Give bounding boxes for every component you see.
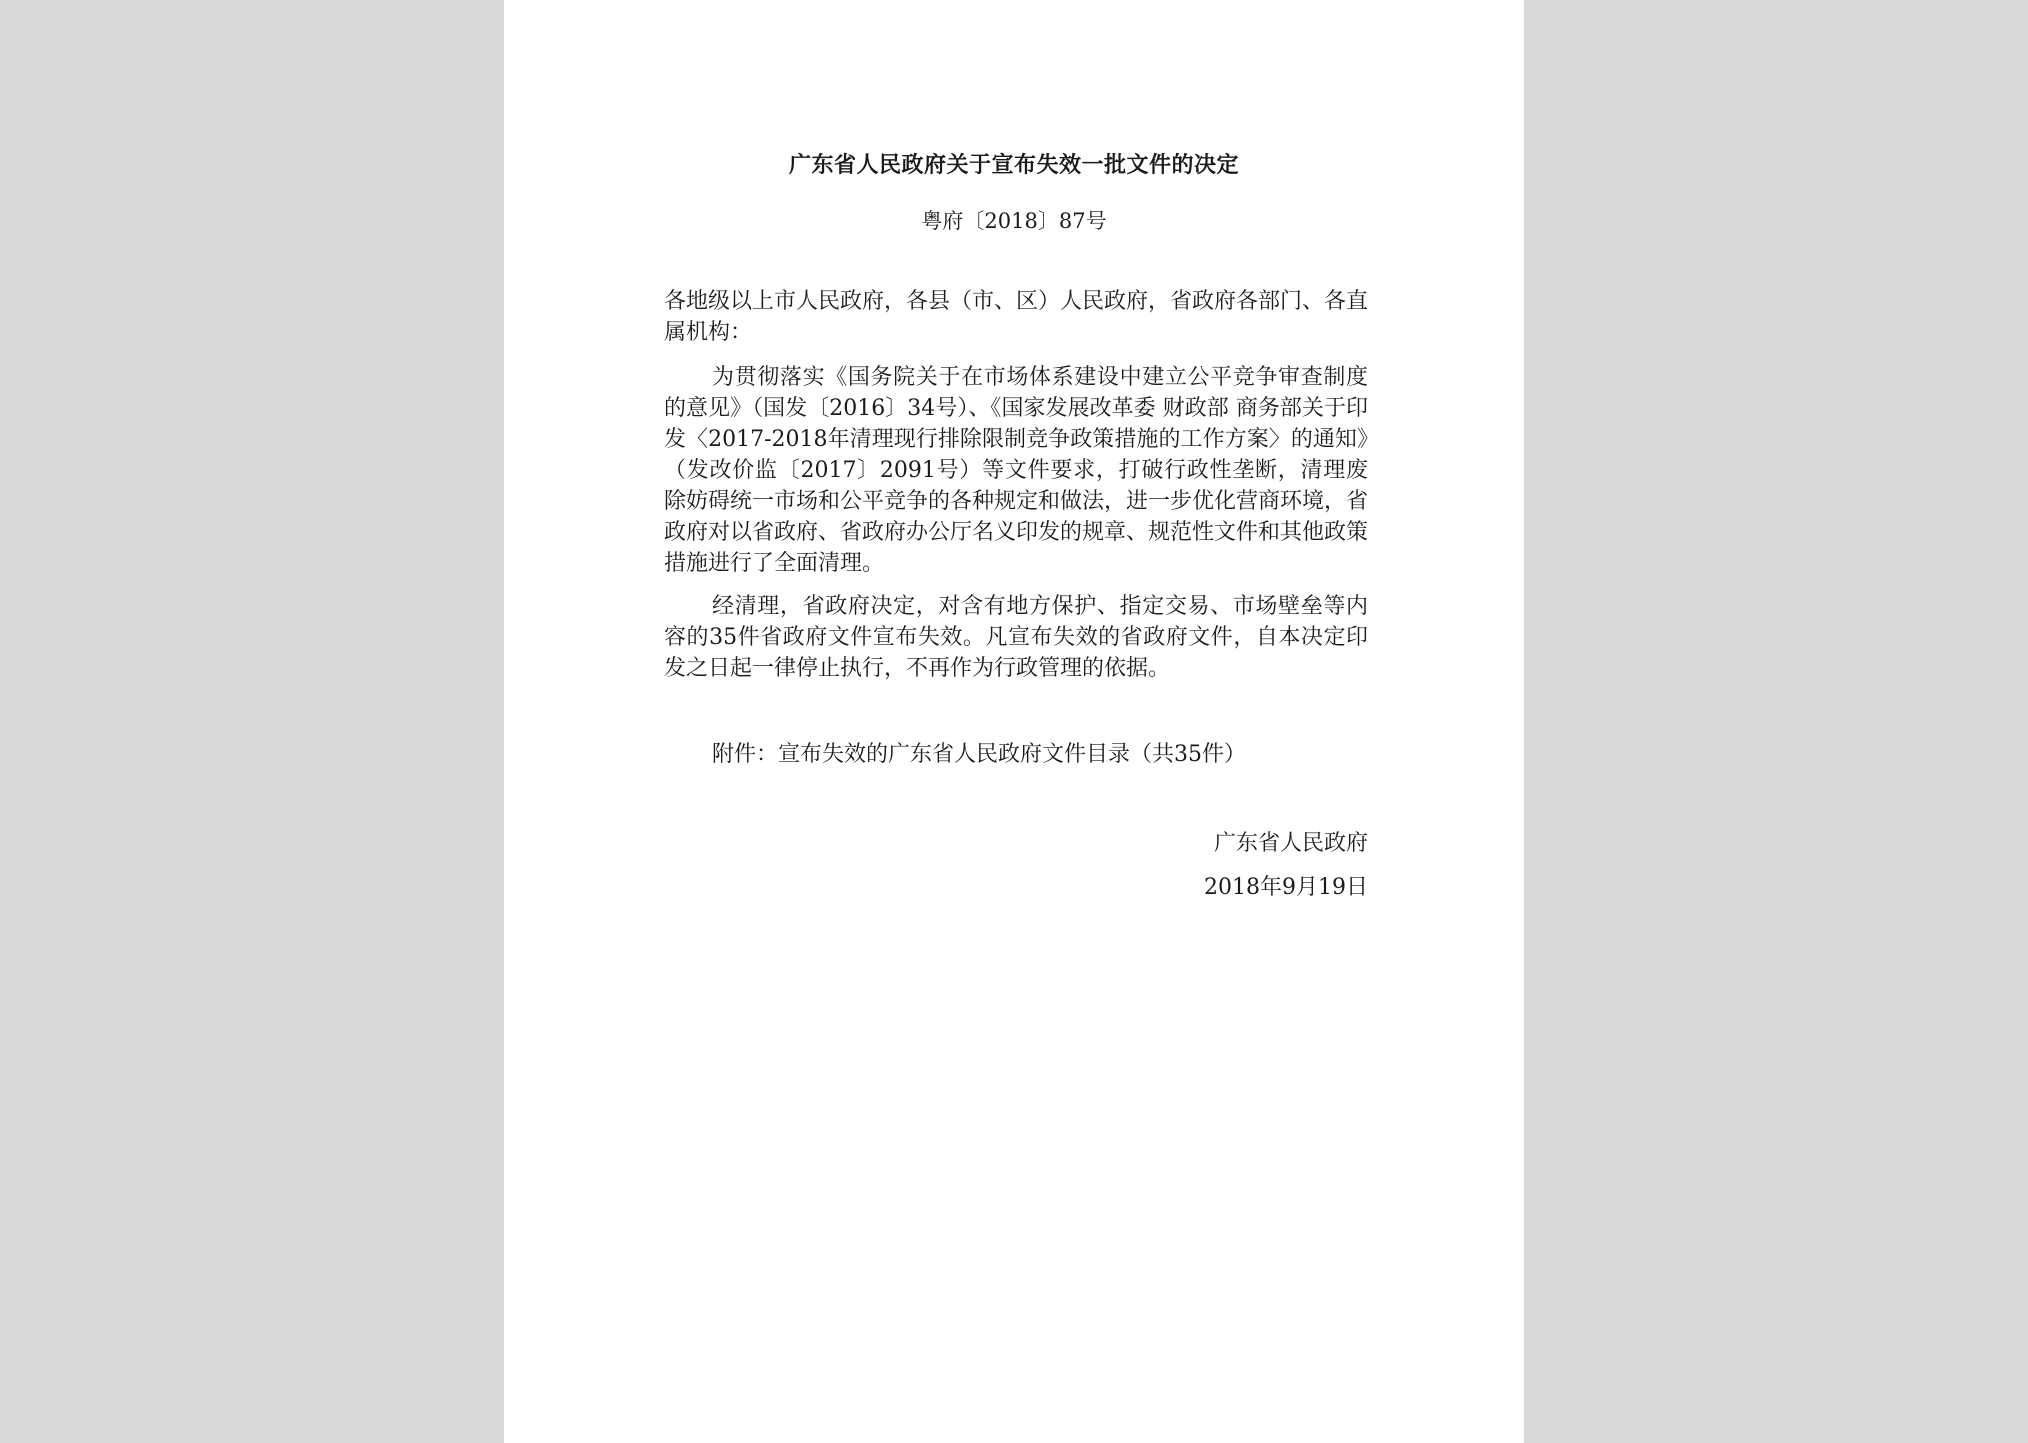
- document-number: 粤府〔2018〕87号: [921, 209, 1107, 233]
- document-page: [504, 0, 1524, 1443]
- body-paragraph-2: 经清理，省政府决定，对含有地方保护、指定交易、市场壁垒等内容的35件省政府文件宣布失效。凡宣布失效的省政府文件，自本决定印发之日起一律停止执行，不再作为行政管理的依据。: [664, 594, 1368, 681]
- salutation: 各地级以上市人民政府，各县（市、区）人民政府，省政府各部门、各直属机构：: [664, 289, 1369, 345]
- signature-organization: 广东省人民政府: [1213, 831, 1368, 856]
- attachment-note: 附件：宣布失效的广东省人民政府文件目录（共35件）: [712, 742, 1246, 767]
- document-title: 广东省人民政府关于宣布失效一批文件的决定: [788, 152, 1239, 178]
- signature-date: 2018年9月19日: [1204, 875, 1368, 900]
- body-paragraph-1: 为贯彻落实《国务院关于在市场体系建设中建立公平竞争审查制度的意见》（国发〔2016〕34号）、《国家发展改革委 财政部 商务部关于印发〈2017-2018年清理现行排除限制竞争政策措施的工作方案〉的通知》（发改价监〔2017〕2091号）等文件要求，打破行政性垄断，清理废除妨碍统一市场和公平竞争的各种规定和做法，进一步优化营商环境，省政府对以省政府、省政府办公厅名义印发的规章、规范性文件和其他政策措施进行了全面清理。: [664, 365, 1369, 576]
